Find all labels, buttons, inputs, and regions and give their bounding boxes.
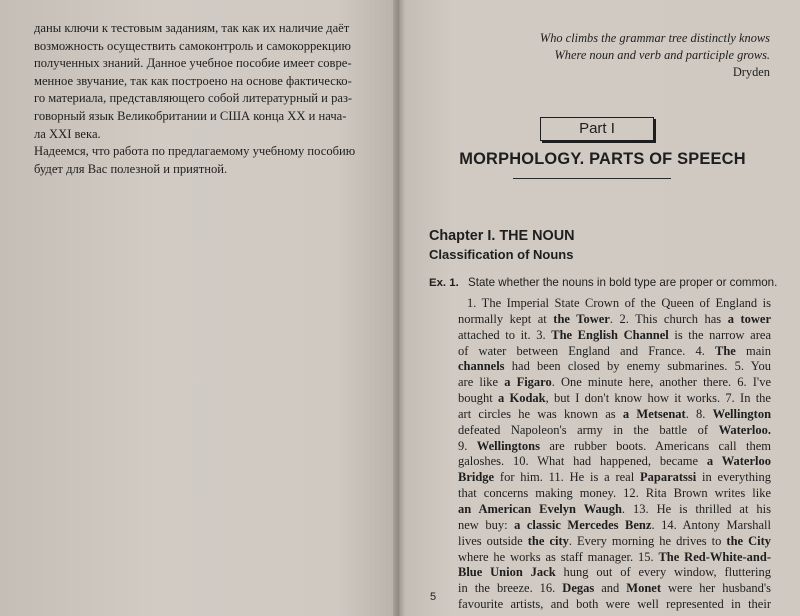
bold-noun: Blue Union Jack [458, 565, 556, 580]
text-run: are like [458, 375, 505, 390]
text-run: normally kept at [458, 311, 554, 326]
text-run: is the narrow area [668, 327, 771, 342]
text-run: . 14. Antony Marshall [651, 517, 771, 532]
text-run: defeated Napoleon's army in the battle of [458, 422, 719, 437]
exercise-line [458, 344, 771, 360]
exercise-line [458, 518, 771, 534]
text-run: 1. The Imperial State Crown of the Queen of England is [467, 296, 771, 310]
exercise-line [458, 565, 771, 581]
text-run: that concerns making money. 12. Rita Brown writes like [458, 486, 771, 501]
text-run: bought [458, 391, 498, 406]
bold-noun: an American Evelyn Waugh [458, 501, 622, 516]
exercise-line [458, 502, 771, 518]
bold-noun: Waterloo. [718, 422, 771, 437]
text-run: are rubber boots. Americans call them [540, 438, 771, 453]
bold-noun: Wellington [712, 406, 772, 421]
exercise-line [458, 439, 771, 455]
text-run: new buy: [458, 517, 515, 532]
bold-noun: Bridge [458, 470, 495, 485]
text-line: говорный язык Великобритании и США конца XX и нача- [34, 108, 347, 123]
exercise-line [458, 534, 771, 550]
bold-noun: a classic Mercedes Benz [514, 517, 652, 532]
exercise-line [458, 375, 771, 391]
text-line: Надеемся, что работа по предлагаемому учебному пособию [34, 144, 356, 159]
text-run: . Every morning he drives to [568, 533, 727, 548]
epigraph-line: Who climbs the grammar tree distinctly knows [539, 31, 770, 45]
bold-noun: channels [458, 359, 505, 374]
chapter-title: Chapter I. THE NOUN [429, 228, 575, 244]
text-run: , but I don't know how it works. 7. In the [545, 391, 771, 406]
text-run: of water between England and France. 4. [458, 343, 716, 358]
bold-noun: a Metsenat [622, 406, 686, 421]
part-title: MORPHOLOGY. PARTS OF SPEECH [459, 150, 746, 168]
exercise-line [458, 597, 771, 613]
bold-noun: the City [726, 533, 772, 548]
text-line: менное звучание, так как построено на основе фактическо- [34, 73, 352, 88]
text-run: . 13. He is thrilled at his [621, 501, 771, 516]
text-run: favourite artists, and both were well represented in their [458, 597, 771, 612]
text-run: . 2. This church has [609, 311, 728, 326]
bold-noun: The [715, 343, 736, 358]
bold-noun: the city [527, 533, 569, 548]
exercise-body [458, 296, 771, 613]
exercise-line [458, 328, 771, 344]
exercise-line [458, 550, 771, 566]
exercise-line [458, 470, 771, 486]
text-run: 9. [458, 438, 477, 453]
bold-noun: Wellingtons [476, 438, 540, 453]
text-run: lives outside [458, 533, 528, 548]
text-run: main [735, 343, 771, 358]
title-divider [513, 178, 671, 179]
bold-noun: a Kodak [498, 391, 546, 406]
bold-noun: a Figaro [504, 375, 552, 390]
text-run: art circles he was known as [458, 406, 623, 421]
left-page-text [34, 20, 364, 178]
text-line: даны ключи к тестовым заданиям, так как их наличие даёт [34, 21, 350, 35]
section-title: Classification of Nouns [429, 247, 574, 262]
exercise-line [458, 296, 771, 312]
text-line: го материала, представляющего собой литературный и раз- [34, 91, 353, 106]
bold-noun: Paparatssi [639, 470, 697, 485]
text-run: were her husband's [661, 581, 771, 596]
page-number: 5 [430, 591, 437, 603]
bold-noun: the Tower [553, 311, 610, 326]
exercise-line [458, 359, 771, 375]
right-page [405, 0, 800, 616]
exercise-line [458, 486, 771, 502]
exercise-label: Ex. 1. [429, 277, 459, 289]
exercise-line [458, 454, 771, 470]
bold-noun: a Waterloo [706, 454, 771, 469]
text-run: and [594, 581, 627, 596]
exercise-line [458, 391, 771, 407]
exercise-line [458, 407, 771, 423]
epigraph-author: Dryden [732, 65, 770, 79]
text-run: in everything [696, 470, 772, 485]
text-run: . One minute here, another there. 6. I've [551, 375, 771, 390]
bold-noun: Degas [562, 581, 595, 596]
bold-noun: The Red-White-and- [658, 549, 771, 564]
bold-noun: a tower [727, 311, 772, 326]
book-gutter [393, 0, 405, 616]
exercise-line [458, 312, 771, 328]
text-run: . 8. [685, 406, 713, 421]
text-run: attached to it. 3. [458, 327, 552, 342]
bold-noun: The English Channel [551, 327, 669, 342]
text-line: ла XXI века. [34, 126, 101, 141]
exercise-line [458, 581, 771, 597]
epigraph-line: Where noun and verb and participle grows. [554, 48, 770, 62]
text-run: for him. 11. He is a real [494, 470, 640, 485]
text-run: galoshes. 10. What had happened, became [458, 454, 707, 469]
epigraph [540, 30, 770, 81]
text-line: возможность осуществить самоконтроль и самокоррекцию [34, 38, 351, 53]
text-run: hung out of every window, fluttering [555, 565, 772, 580]
part-label: Part I [540, 117, 654, 141]
bold-noun: Monet [626, 581, 661, 596]
text-run: had been closed by enemy submarines. 5. You [504, 359, 771, 374]
left-page [0, 0, 396, 616]
text-run: in the breeze. 16. [458, 581, 563, 596]
text-run: where he works as staff manager. 15. [458, 549, 659, 564]
text-line: будет для Вас полезной и приятной. [34, 161, 228, 176]
exercise-instruction: State whether the nouns in bold type are proper or common. [468, 276, 778, 289]
text-line: полученных знаний. Данное учебное пособие имеет совре- [34, 56, 352, 71]
exercise-line [458, 423, 771, 439]
